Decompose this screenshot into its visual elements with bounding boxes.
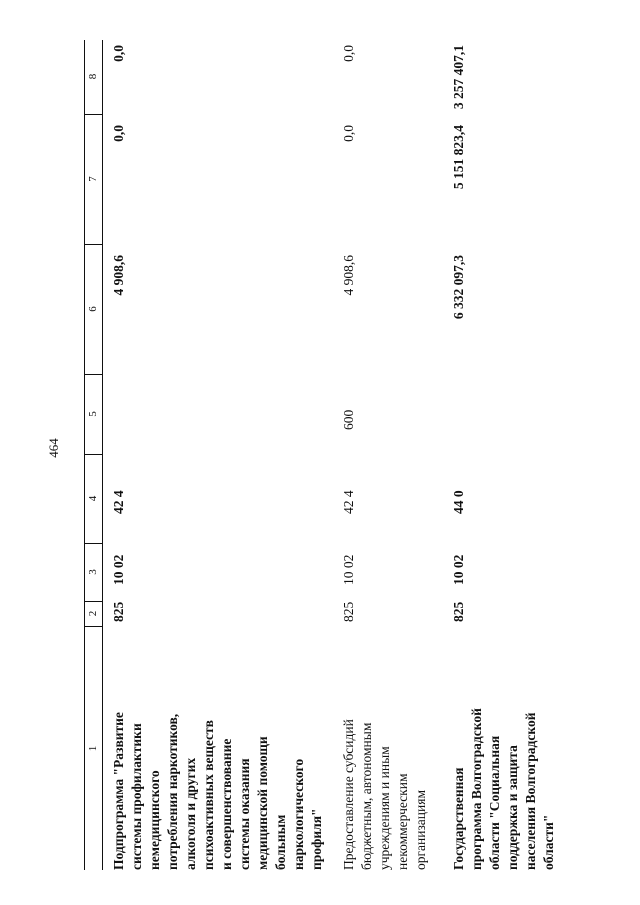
name-line: профиля" [309, 808, 324, 870]
cell-col4: 44 0 [451, 490, 466, 514]
name-line: психоактивных веществ [201, 720, 216, 870]
cell-col8: 0,0 [341, 45, 356, 62]
name-line: системы оказания [237, 758, 252, 870]
cell-col2: 825 [341, 601, 356, 622]
cell-col2: 825 [451, 601, 466, 622]
cell-col3: 10 02 [111, 554, 126, 585]
page-number: 464 [46, 438, 61, 458]
cell-col4: 42 4 [341, 490, 356, 514]
col-header-3: 3 [85, 543, 102, 602]
row-name [340, 640, 430, 870]
col-header-6: 6 [85, 244, 102, 375]
name-line: населения Волгоградской [523, 712, 538, 870]
cell-col7: 0,0 [111, 125, 126, 142]
cell-col7: 5 151 823,4 [451, 125, 466, 190]
name-line: поддержка и защита [505, 745, 520, 870]
name-line: потребления наркотиков, [165, 713, 180, 870]
name-line: некоммерческим [395, 773, 410, 870]
name-line: системы профилактики [129, 723, 144, 870]
cell-col8: 3 257 407,1 [451, 45, 466, 110]
budget-table [72, 30, 572, 870]
cell-col6: 4 908,6 [111, 255, 126, 296]
col-header-1: 1 [87, 745, 99, 752]
name-line: медицинской помощи [255, 736, 270, 870]
name-line: алкоголя и других [183, 757, 198, 870]
name-line: Предоставление субсидий [341, 719, 356, 870]
cell-col2: 825 [111, 601, 126, 622]
name-line: области "Социальная [487, 735, 502, 870]
name-line: Подпрограмма "Развитие [111, 712, 126, 870]
cell-col6: 4 908,6 [341, 255, 356, 296]
cell-col4: 42 4 [111, 490, 126, 514]
cell-col3: 10 02 [451, 554, 466, 585]
cell-col5: 600 [341, 409, 356, 430]
col-header-5: 5 [85, 374, 102, 455]
cell-col6: 6 332 097,3 [451, 255, 466, 320]
cell-col7: 0,0 [341, 125, 356, 142]
col-header-2: 2 [85, 601, 102, 627]
col-header-7: 7 [85, 114, 102, 245]
name-line: немедицинского [147, 770, 162, 870]
row-name [450, 640, 558, 870]
name-line: наркологического [291, 758, 306, 870]
name-line: больным [273, 814, 288, 870]
cell-col8: 0,0 [111, 45, 126, 62]
name-line: программа Волгоградской [469, 708, 484, 870]
name-line: Государственная [451, 767, 466, 870]
row-name [110, 640, 326, 870]
cell-col3: 10 02 [341, 554, 356, 585]
col-header-8: 8 [85, 39, 102, 115]
name-line: учреждениям и иным [377, 746, 392, 870]
name-line: области" [541, 814, 556, 870]
name-line: организациям [413, 789, 428, 870]
name-line: бюджетным, автономным [359, 722, 374, 870]
table-header [84, 40, 103, 870]
col-header-4: 4 [85, 454, 102, 544]
name-line: и совершенствование [219, 738, 234, 870]
